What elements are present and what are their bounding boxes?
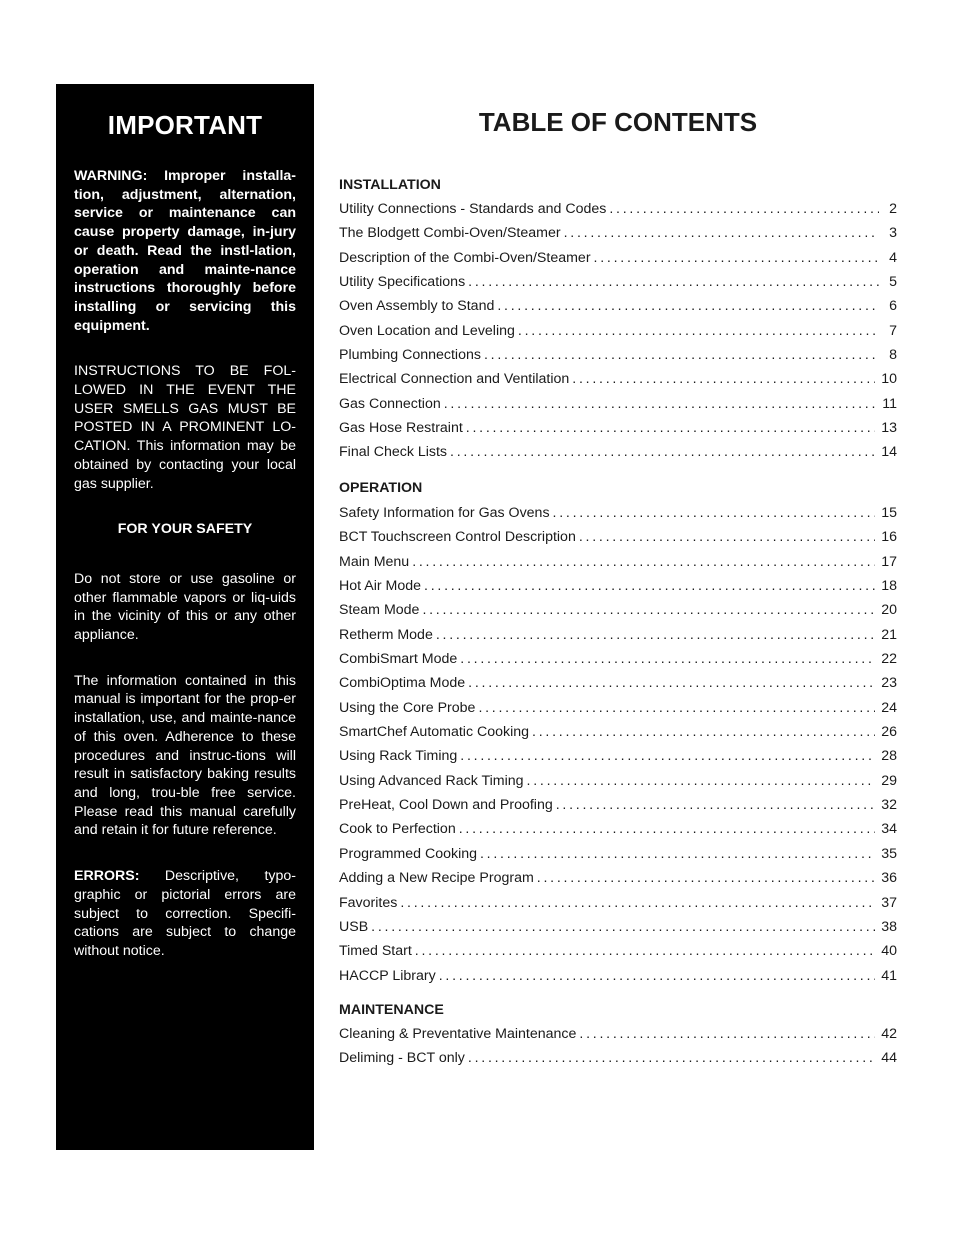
toc-entry[interactable]	[339, 796, 897, 820]
dot-leader	[415, 942, 875, 960]
toc-entry[interactable]	[339, 869, 897, 893]
toc-entry[interactable]	[339, 224, 897, 248]
toc-entry[interactable]	[339, 894, 897, 918]
safety-heading: FOR YOUR SAFETY	[117, 521, 253, 538]
toc-entry-title: Hot Air Mode	[339, 578, 422, 595]
toc-entry[interactable]	[339, 395, 897, 419]
toc-list-installation	[339, 200, 897, 468]
toc-entry-title: Programmed Cooking	[339, 845, 477, 862]
dot-leader	[460, 747, 875, 765]
dot-leader	[478, 699, 875, 717]
manual-info-text: The information contained in this manual is important for the prop-er installation, use, and mainte-nance of this oven. Adherence to these procedures and instruc-tions will result in satisfactory baking results and long, trou-ble free service. Please read this manual carefully and retain it for future reference.	[74, 672, 296, 839]
toc-entry-title: Adding a New Recipe Program	[339, 870, 534, 887]
dot-leader	[527, 772, 876, 790]
toc-entry-page-number: 23	[881, 675, 897, 692]
toc-entry[interactable]	[339, 553, 897, 577]
toc-entry-title: Oven Location and Leveling	[339, 322, 515, 339]
dot-leader	[439, 967, 876, 985]
toc-entry-title: Plumbing Connections	[339, 347, 481, 364]
toc-entry-title: Using the Core Probe	[339, 699, 476, 716]
dot-leader	[556, 796, 875, 814]
toc-entry-page-number: 35	[881, 845, 897, 862]
toc-entry-title: Using Advanced Rack Timing	[339, 772, 524, 789]
toc-entry-title: Cook to Perfection	[339, 821, 456, 838]
dot-leader	[553, 504, 876, 522]
sidebar-title: IMPORTANT	[107, 110, 263, 140]
toc-entry-title: Favorites	[339, 894, 398, 911]
dot-leader	[468, 674, 875, 692]
dot-leader	[532, 723, 875, 741]
toc-entry-title: BCT Touchscreen Control Description	[339, 529, 576, 546]
toc-entry[interactable]	[339, 346, 897, 370]
toc-entry-page-number: 11	[882, 395, 897, 412]
toc-entry[interactable]	[339, 200, 897, 224]
toc-entry-title: Safety Information for Gas Ovens	[339, 505, 550, 521]
toc-entry-title: CombiSmart Mode	[339, 651, 458, 668]
toc-entry[interactable]	[339, 322, 897, 346]
toc-entry[interactable]	[339, 601, 897, 625]
dot-leader	[371, 918, 875, 936]
toc-entry-title: SmartChef Automatic Cooking	[339, 724, 530, 741]
toc-entry[interactable]	[339, 370, 897, 394]
toc-entry-page-number: 37	[881, 894, 897, 911]
toc-entry-page-number: 14	[881, 444, 897, 461]
dot-leader	[537, 869, 875, 887]
toc-entry-title: Steam Mode	[339, 602, 420, 619]
errors-text	[74, 867, 296, 961]
toc-entry-page-number: 21	[881, 626, 897, 643]
dot-leader	[518, 322, 879, 340]
toc-entry[interactable]	[339, 845, 897, 869]
toc-entry-title: Gas Hose Restraint	[339, 420, 463, 437]
toc-entry-page-number: 2	[889, 201, 897, 217]
toc-entry-page-number: 34	[881, 821, 897, 838]
toc-entry-page-number: 3	[889, 225, 897, 242]
toc-entry-title: Description of the Combi-Oven/Steamer	[339, 249, 591, 266]
toc-entry-title: Final Check Lists	[339, 444, 448, 461]
toc-entry-title: USB	[339, 918, 369, 935]
toc-entry-title: Main Menu	[339, 553, 410, 570]
toc-entry[interactable]	[339, 297, 897, 321]
dot-leader	[459, 820, 876, 838]
dot-leader	[400, 894, 875, 912]
dot-leader	[497, 297, 879, 315]
toc-entry-page-number: 18	[881, 578, 897, 595]
toc-entry[interactable]	[339, 820, 897, 844]
toc-entry-title: PreHeat, Cool Down and Proofing	[339, 797, 553, 814]
toc-entry[interactable]	[339, 273, 897, 297]
toc-entry-page-number: 36	[881, 870, 897, 887]
warning-text: WARNING: Improper installa-tion, adjustment, alternation, service or maintenance can cause property damage, in-jury or death. Read the instl-lation, operation and mainte-nance instructions thoroughly before installing or servicing this equipment.	[74, 168, 296, 334]
dot-leader	[468, 1049, 875, 1067]
toc-entry-page-number: 28	[881, 748, 897, 765]
toc-entry-page-number: 7	[889, 322, 897, 339]
section-heading-installation: INSTALLATION	[339, 177, 441, 193]
dot-leader	[468, 273, 879, 291]
toc-entry-page-number: 44	[881, 1050, 897, 1067]
section-heading-maintenance: MAINTENANCE	[339, 1002, 444, 1018]
dot-leader	[422, 601, 875, 619]
dot-leader	[436, 626, 875, 644]
toc-entry-page-number: 13	[881, 420, 897, 437]
toc-entry[interactable]	[339, 699, 897, 723]
toc-entry-page-number: 16	[881, 529, 897, 546]
toc-entry[interactable]	[339, 942, 897, 966]
toc-entry-page-number: 22	[881, 651, 897, 668]
toc-entry-page-number: 24	[881, 699, 897, 716]
errors-label: ERRORS:	[74, 868, 140, 885]
toc-entry-title: Deliming - BCT only	[339, 1050, 465, 1067]
dot-leader	[480, 845, 875, 863]
toc-entry-page-number: 26	[881, 724, 897, 741]
toc-entry-page-number: 5	[889, 274, 897, 291]
toc-entry-title: Retherm Mode	[339, 626, 433, 643]
dot-leader	[450, 443, 875, 461]
toc-entry-page-number: 38	[881, 918, 897, 935]
toc-entry-page-number: 42	[881, 1026, 897, 1042]
toc-entry[interactable]	[339, 723, 897, 747]
dot-leader	[572, 370, 875, 388]
toc-entry-page-number: 10	[881, 371, 897, 388]
safety-text: Do not store or use gasoline or other flammable vapors or liq-uids in the vicinity of this or any other appliance.	[74, 570, 296, 644]
toc-entry-page-number: 32	[881, 797, 897, 814]
toc-entry-title: Oven Assembly to Stand	[339, 298, 495, 315]
toc-entry[interactable]	[339, 967, 897, 991]
toc-entry[interactable]	[339, 577, 897, 601]
toc-entry-title: The Blodgett Combi-Oven/Steamer	[339, 225, 561, 242]
section-heading-operation: OPERATION	[339, 480, 423, 496]
dot-leader	[594, 249, 879, 267]
toc-entry[interactable]	[339, 1049, 897, 1073]
dot-leader	[564, 224, 879, 242]
toc-entry-page-number: 6	[889, 298, 897, 315]
toc-entry-title: Electrical Connection and Ventilation	[339, 371, 570, 388]
toc-entry-title: HACCP Library	[339, 967, 436, 984]
toc-list-operation	[339, 504, 897, 991]
toc-title: TABLE OF CONTENTS	[478, 107, 758, 137]
toc-entry[interactable]	[339, 772, 897, 796]
toc-entry-page-number: 4	[889, 249, 897, 266]
toc-entry-page-number: 8	[889, 347, 897, 364]
dot-leader	[444, 395, 877, 413]
toc-list-maintenance	[339, 1025, 897, 1074]
toc-entry-page-number: 41	[881, 967, 897, 984]
toc-entry-title: Timed Start	[339, 943, 412, 960]
toc-entry-title: Utility Connections - Standards and Codes	[339, 201, 607, 217]
toc-entry-page-number: 40	[881, 943, 897, 960]
toc-entry-page-number: 17	[881, 553, 897, 570]
toc-entry-page-number: 15	[881, 505, 897, 521]
toc-entry-title: Utility Specifications	[339, 274, 466, 291]
toc-entry-title: Cleaning & Preventative Maintenance	[339, 1026, 577, 1042]
important-sidebar	[56, 84, 314, 1150]
toc-entry-title: Gas Connection	[339, 395, 441, 412]
toc-entry-page-number: 20	[881, 602, 897, 619]
toc-entry[interactable]	[339, 674, 897, 698]
toc-entry[interactable]	[339, 249, 897, 273]
toc-entry[interactable]	[339, 1025, 897, 1049]
dot-leader	[466, 419, 875, 437]
dot-leader	[424, 577, 875, 595]
toc-entry[interactable]	[339, 918, 897, 942]
toc-entry[interactable]	[339, 443, 897, 467]
toc-entry-title: Using Rack Timing	[339, 748, 458, 765]
dot-leader	[412, 553, 875, 571]
toc-entry-title: CombiOptima Mode	[339, 675, 466, 692]
dot-leader	[579, 1025, 875, 1043]
toc-entry[interactable]	[339, 419, 897, 443]
dot-leader	[460, 650, 875, 668]
toc-entry[interactable]	[339, 528, 897, 552]
errors-body: Descriptive, typo-graphic or pictorial errors are subject to correction. Specifi-cations are subject to change without notice.	[74, 868, 296, 959]
toc-entry[interactable]	[339, 650, 897, 674]
dot-leader	[484, 346, 879, 364]
toc-entry-page-number: 29	[881, 772, 897, 789]
dot-leader	[609, 200, 879, 218]
gas-instructions-text: INSTRUCTIONS TO BE FOL-LOWED IN THE EVENT THE USER SMELLS GAS MUST BE POSTED IN A PROMINENT LO-CATION. This information may be obtained by contacting your local gas supplier.	[74, 363, 296, 492]
toc-entry[interactable]	[339, 747, 897, 771]
toc-entry[interactable]	[339, 504, 897, 528]
toc-entry[interactable]	[339, 626, 897, 650]
dot-leader	[579, 528, 875, 546]
